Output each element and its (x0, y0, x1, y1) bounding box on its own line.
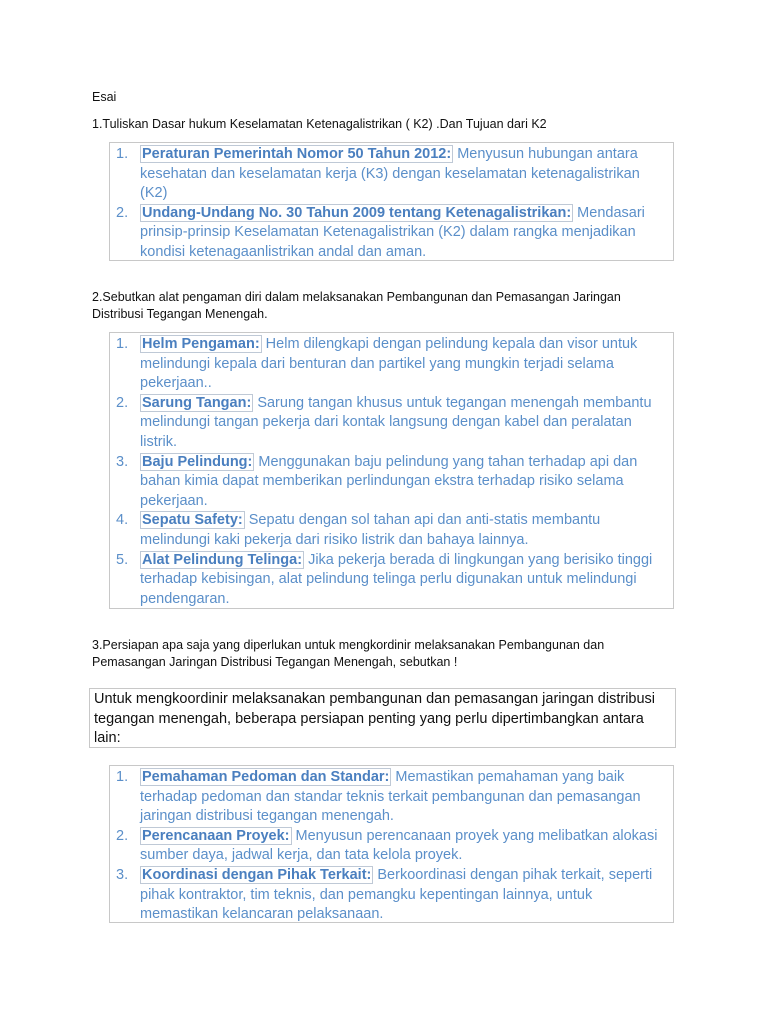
question-2-line-2: Distribusi Tegangan Menengah. (92, 307, 268, 321)
list-term: Alat Pelindung Telinga: (142, 551, 303, 568)
list-description: Sarung tangan khusus untuk tegangan menengah membantu melindungi tangan pekerja dari kontak langsung dengan kabel dan peralatan listrik. (140, 394, 652, 450)
list-number: 2. (116, 204, 129, 221)
list-item (110, 394, 669, 453)
list-term: Perencanaan Proyek: (142, 827, 290, 844)
list-item (110, 453, 669, 512)
list-term: Koordinasi dengan Pihak Terkait: (142, 866, 372, 883)
question-3-line-2: Pemasangan Jaringan Distribusi Tegangan Menengah, sebutkan ! (92, 655, 458, 669)
list-term: Undang-Undang No. 30 Tahun 2009 tentang Ketenagalistrikan: (142, 204, 572, 221)
intro-box: Untuk mengkoordinir melaksanakan pembangunan dan pemasangan jaringan distribusi tegangan menengah, beberapa persiapan penting yang perlu dipertimbangkan antara lain: (89, 688, 676, 748)
answer-list-1 (110, 145, 669, 263)
list-number: 1. (116, 336, 129, 352)
answer-list-2 (110, 335, 669, 609)
list-number: 5. (116, 551, 129, 568)
list-number: 2. (116, 394, 129, 411)
list-number: 1. (116, 769, 129, 785)
list-term: Peraturan Pemerintah Nomor 50 Tahun 2012: (142, 146, 452, 162)
list-number: 3. (116, 453, 129, 470)
list-number: 2. (116, 827, 129, 844)
list-number: 3. (116, 866, 129, 883)
list-description: Menyusun hubungan antara kesehatan dan keselamatan kerja (K3) dengan keselamatan ketenagalistrikan (K2) (140, 146, 640, 202)
list-description: Sepatu dengan sol tahan api dan anti-statis membantu melindungi kaki pekerja dari risiko listrik dan bahaya lainnya. (140, 512, 601, 548)
list-term: Baju Pelindung: (142, 453, 253, 470)
list-description: Menyusun perencanaan proyek yang melibatkan alokasi sumber daya, jadwal kerja, dan tata kelola proyek. (140, 827, 658, 864)
list-description: Menggunakan baju pelindung yang tahan terhadap api dan bahan kimia dapat memberikan perlindungan ekstra terhadap risiko selama pekerjaan. (140, 453, 638, 509)
question-1: 1.Tuliskan Dasar hukum Keselamatan Ketenagalistrikan ( K2) .Dan Tujuan dari K2 (92, 117, 547, 131)
list-term: Helm Pengaman: (142, 336, 260, 352)
list-item (110, 204, 669, 263)
list-description: Mendasari prinsip-prinsip Keselamatan Ketenagalistrikan (K2) dalam rangka menjadikan kondisi ketenagaanlistrikan andal dan aman. (140, 204, 645, 260)
list-number: 4. (116, 512, 129, 529)
list-item (110, 866, 669, 925)
question-2-line-1: 2.Sebutkan alat pengaman diri dalam melaksanakan Pembangunan dan Pemasangan Jaringan (92, 290, 621, 304)
list-number: 1. (116, 146, 129, 162)
list-item (110, 551, 669, 610)
answer-box-1 (109, 142, 674, 261)
list-term: Pemahaman Pedoman dan Standar: (142, 769, 390, 785)
list-term: Sarung Tangan: (142, 394, 252, 411)
list-item (110, 768, 669, 827)
answer-list-3 (110, 768, 669, 925)
list-description: Helm dilengkapi dengan pelindung kepala dan visor untuk melindungi kepala dari benturan dan partikel yang mungkin terjadi selama pekerjaan.. (140, 336, 638, 392)
list-item (110, 145, 669, 204)
list-item (110, 511, 669, 550)
list-item (110, 335, 669, 394)
list-item (110, 827, 669, 866)
list-term: Sepatu Safety: (142, 512, 243, 529)
question-3-line-1: 3.Persiapan apa saja yang diperlukan untuk mengkordinir melaksanakan Pembangunan dan (92, 638, 605, 652)
document-title: Esai (92, 90, 117, 104)
answer-box-2 (109, 332, 674, 609)
list-description: Berkoordinasi dengan pihak terkait, seperti pihak kontraktor, tim teknis, dan pemangku kepentingan lainnya, untuk memastikan kelancaran pelaksanaan. (140, 866, 653, 923)
list-description: Jika pekerja berada di lingkungan yang berisiko tinggi terhadap kebisingan, alat pelindung telinga perlu digunakan untuk melindungi pendengaran. (140, 551, 653, 607)
answer-box-3 (109, 765, 674, 923)
list-description: Memastikan pemahaman yang baik terhadap pedoman dan standar teknis terkait pembangunan dan pemasangan jaringan distribusi tegangan menengah. (140, 769, 641, 825)
